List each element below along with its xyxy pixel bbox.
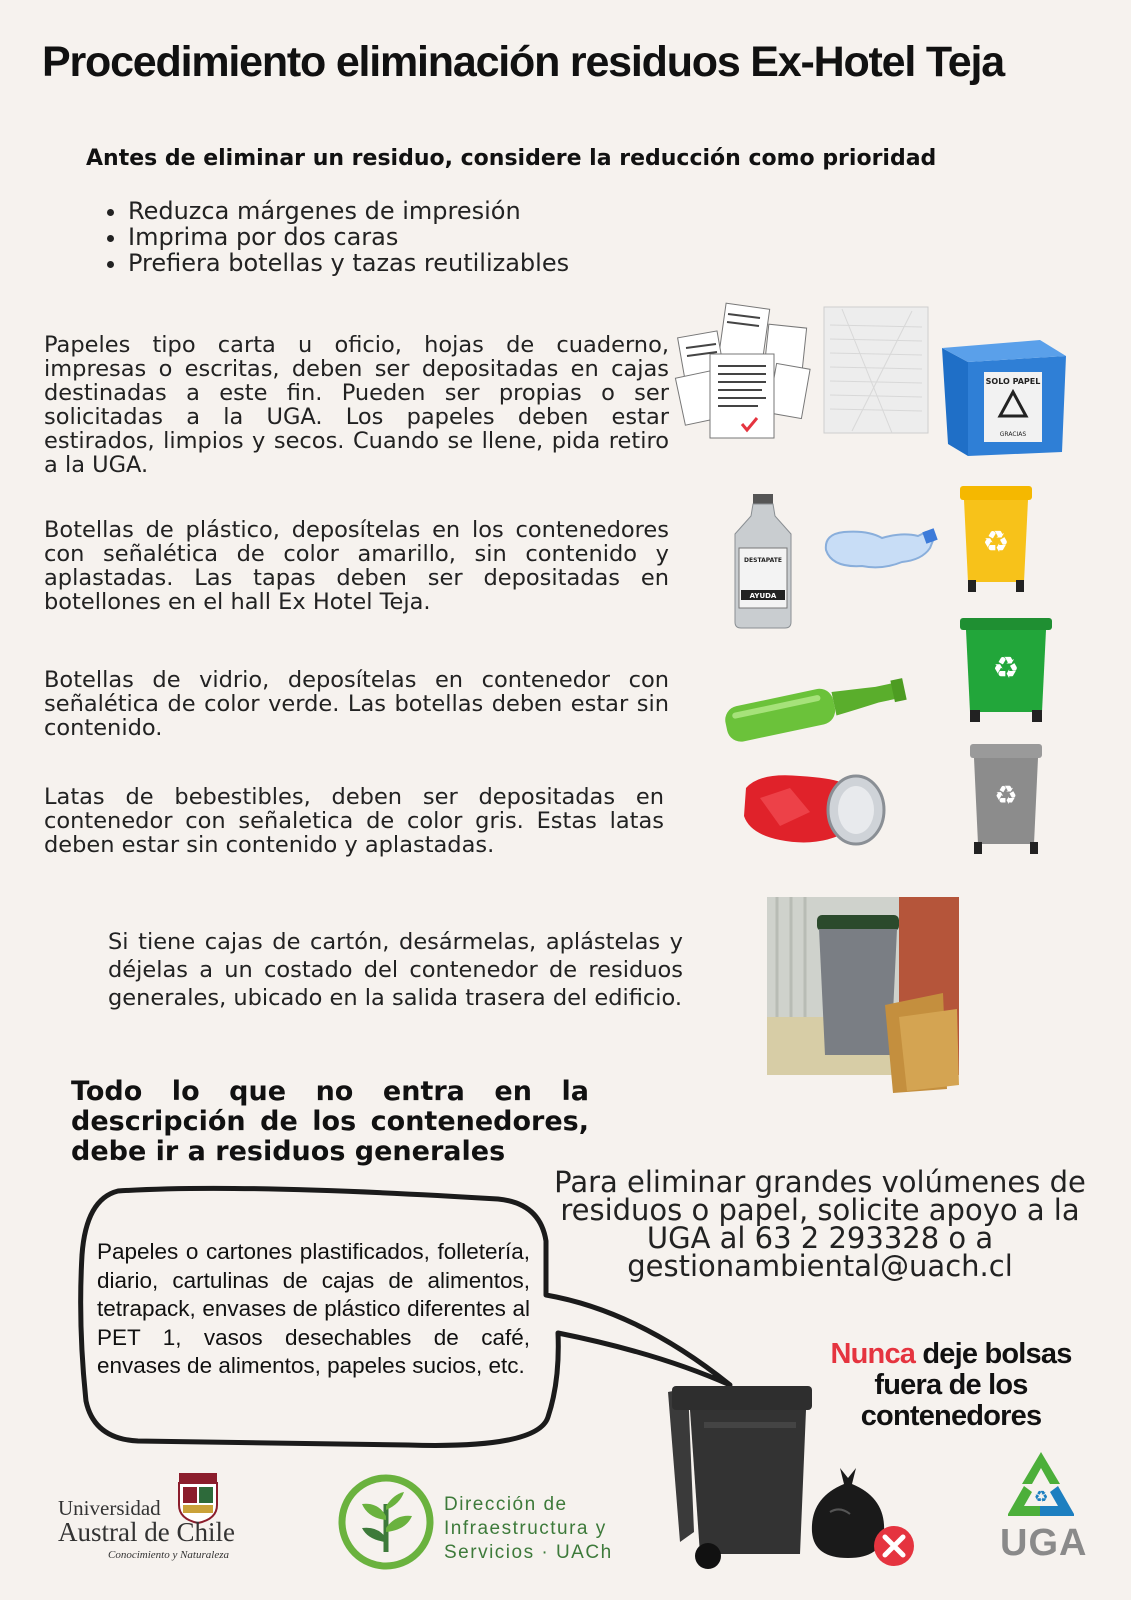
paper-box-label-top: SOLO PAPEL [985,377,1041,386]
tip-item: • Reduzca márgenes de impresión [128,198,569,224]
uach-line1: Universidad [58,1496,161,1520]
uga-recycle-icon [1000,1448,1082,1522]
bag-warning [806,1339,1096,1432]
paper-box-icon [940,340,1072,458]
svg-text:♻: ♻ [1033,1487,1049,1506]
department-logo [444,1493,613,1565]
glass-bottle-icon [718,670,910,742]
forbidden-x-icon [872,1524,916,1568]
tip-item: • Prefiera botellas y tazas reutilizables [128,250,569,276]
reduction-tips [106,198,569,276]
gray-bin-icon [968,744,1048,856]
department-line2: Infraestructura y [444,1518,607,1539]
paper-stack-icon [680,304,810,449]
uach-line2: Austral de Chile [58,1517,235,1547]
paper-box-label-bottom: GRACIAS [999,431,1027,438]
green-bin-icon [960,618,1052,722]
bag-warning-highlight: Nunca [830,1338,916,1370]
bag-warning-text: deje bolsas fuera de los contenedores [860,1338,1072,1432]
cardboard-photo [767,897,959,1093]
contact-info: Para eliminar grandes volúmenes de residuos o papel, solicite apoyo a la UGA al 63 2 293328 o a gestionambiental@uach.cl [554,1165,1086,1283]
page-title: Procedimiento eliminación residuos Ex-Hotel Teja [42,38,1004,86]
general-waste-bin-icon [660,1382,820,1570]
paper-instructions: Papeles tipo carta u oficio, hojas de cuaderno, impresas o escritas, deben ser depositadas en cajas destinadas a este fin. Pueden ser propias o ser solicitadas a la UGA. Los papeles deben estar estirados, limpios y secos. Cuando se llene, pida retiro a la UGA. [44,332,669,478]
uach-line3: Conocimiento y Naturaleza [108,1549,229,1561]
svg-text:♻: ♻ [992,651,1020,686]
plastic-bottle-label-bottom: AYUDA [749,592,777,600]
crushed-bottle-icon [822,526,938,574]
plastic-bottle-label-top: DESTAPATE [744,557,782,564]
svg-text:♻: ♻ [994,781,1018,811]
uga-logo-text: UGA [1000,1522,1088,1564]
tip-item: • Imprima por dos caras [128,224,569,250]
uach-logo [58,1498,235,1561]
cans-instructions: Latas de bebestibles, deben ser depositadas en contenedor con señaletica de color gris. Estas latas deben estar sin contenido y aplastadas. [44,784,664,858]
plastic-bottle-icon [731,494,795,630]
department-line3: Servicios · UACh [444,1542,613,1563]
glass-instructions: Botellas de vidrio, deposítelas en contenedor con señalética de color verde. Las botellas deben estar sin contenido. [44,667,669,741]
crumpled-paper-icon [822,305,932,437]
general-waste-heading: Todo lo que no entra en la descripción de los contenedores, debe ir a residuos generales [71,1076,589,1167]
department-line1: Dirección de [444,1494,568,1515]
plastic-instructions: Botellas de plástico, deposítelas en los contenedores con señalética de color amarillo, sin contenido y aplastadas. Las tapas deben ser depositadas en botellones en el hall Ex Hotel Teja. [44,517,669,615]
crushed-can-icon [740,768,890,852]
svg-text:♻: ♻ [982,525,1010,560]
leaf-logo-icon [338,1474,434,1570]
general-waste-items: Papeles o cartones plastificados, folletería, diario, cartulinas de cajas de alimentos, tetrapack, envases de plástico diferentes al PET 1, vasos desechables de café, envases de alimentos, papeles sucios, etc. [97,1239,530,1378]
yellow-bin-icon [958,486,1034,594]
reduction-subtitle: Antes de eliminar un residuo, considere la reducción como prioridad [86,146,937,171]
cardboard-instructions: Si tiene cajas de cartón, desármelas, aplástelas y déjelas a un costado del contenedor de residuos generales, ubicado en la salida trasera del edificio. [108,929,683,1011]
